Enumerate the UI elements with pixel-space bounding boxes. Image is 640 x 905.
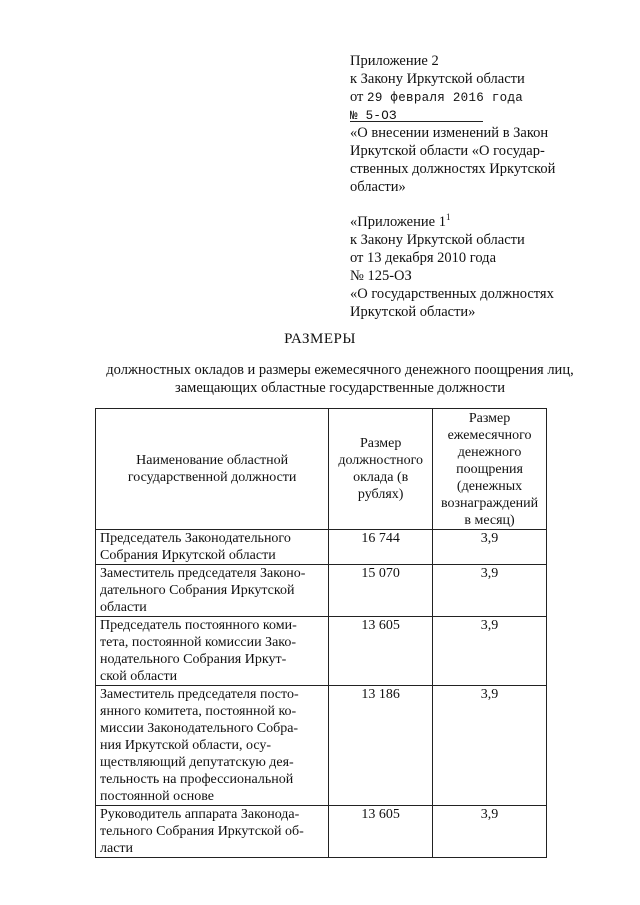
salary-table [95,408,547,858]
bonus-value: 3,9 [433,617,547,686]
number-stamp: № 5-ОЗ [350,109,397,123]
appendix-label: Приложение 2 [350,53,439,69]
document-title: РАЗМЕРЫ [284,331,356,347]
salary-value: 13 186 [329,686,433,806]
position-name: Председатель Законодательного Собрания Иркутской области [96,530,329,565]
header-divider [350,121,483,122]
header-salary: Размер должностного оклада (в рублях) [329,409,433,530]
position-name: Заместитель председателя посто- янного комитета, постоянной ко- миссии Законодательного Собра- ния Иркутской области, осу- ществляющий депутатскую дея- тельность на профессиональной постоянной основе [96,686,329,806]
table-row [96,686,547,806]
table-row [96,565,547,617]
position-name: Председатель постоянного коми- тета, постоянной комиссии Зако- нодательного Собрания Иркут- ской области [96,617,329,686]
salary-value: 13 605 [329,617,433,686]
law-date-line: от 29 февраля 2016 года [350,89,524,105]
header-position-name: Наименование областной государственной должности [96,409,329,530]
bonus-value: 3,9 [433,806,547,858]
amendment-title: «О внесении изменений в Закон Иркутской области «О государ- ственных должностях Иркутской области» [350,125,556,195]
bonus-value: 3,9 [433,565,547,617]
document-subtitle: должностных окладов и размеры ежемесячного денежного поощрения лиц, замещающих областные государственные должности [106,362,574,396]
bonus-value: 3,9 [433,530,547,565]
bonus-value: 3,9 [433,686,547,806]
date-stamp: 29 февраля 2016 года [367,91,524,105]
law-reference: к Закону Иркутской области [350,71,525,87]
original-appendix-block: «Приложение $1^1$ к Закону Иркутской области от 13 декабря 2010 года № 125-ОЗ «О государственных должностях Иркутской области» [350,208,610,321]
table-row [96,806,547,858]
position-name: Руководитель аппарата Законода- тельного Собрания Иркутской об- ласти [96,806,329,858]
salary-value: 15 070 [329,565,433,617]
appendix-header [350,52,610,125]
table-row [96,617,547,686]
table-header-row [96,409,547,530]
header-bonus: Размер ежемесячного денежного поощрения (денежных вознаграждений в месяц) [433,409,547,530]
salary-value: 13 605 [329,806,433,858]
position-name: Заместитель председателя Законо- дательного Собрания Иркутской области [96,565,329,617]
salary-value: 16 744 [329,530,433,565]
table-row [96,530,547,565]
original-appendix-label: «Приложение $1^1$ [350,212,451,230]
